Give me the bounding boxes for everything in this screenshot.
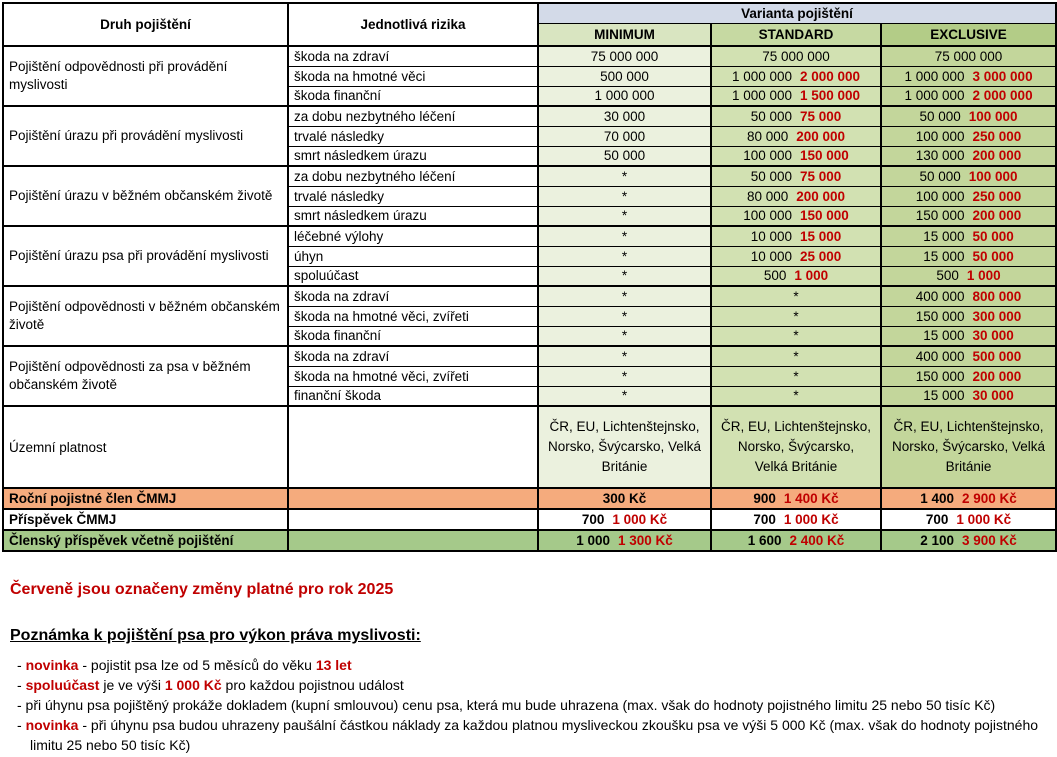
risk-cell: škoda na zdraví xyxy=(288,286,538,306)
value-current: 75 000 000 xyxy=(934,48,1003,64)
value-cell-exclusive xyxy=(881,226,1056,246)
summary-value-cell-exclusive xyxy=(881,488,1056,509)
value-cell-standard xyxy=(711,386,881,406)
value-cell-standard xyxy=(711,286,881,306)
column-header-jednotliva-rizika: Jednotlivá rizika xyxy=(288,3,538,46)
value-current: 1 000 000 xyxy=(904,88,965,104)
value-current: 500 xyxy=(763,268,787,284)
summary-row xyxy=(3,530,1056,551)
value-cell-standard xyxy=(711,306,881,326)
value-current: 100 000 xyxy=(743,148,792,164)
value-cell-exclusive xyxy=(881,186,1056,206)
value-cell-exclusive xyxy=(881,386,1056,406)
value-current: 150 000 xyxy=(915,368,965,384)
value-cell-minimum xyxy=(538,326,711,346)
value-new-2025: 1 000 Kč xyxy=(956,512,1012,527)
value-current: * xyxy=(621,308,628,324)
summary-row xyxy=(3,509,1056,530)
summary-empty-cell xyxy=(288,509,538,530)
summary-label-cell: Roční pojistné člen ČMMJ xyxy=(3,488,288,509)
value-new-2025: 2 400 Kč xyxy=(789,533,845,548)
value-cell-standard xyxy=(711,206,881,226)
value-current: * xyxy=(793,308,799,324)
value-current: 50 000 xyxy=(750,108,792,124)
value-current: * xyxy=(621,188,628,204)
value-new-2025: 200 000 xyxy=(972,208,1022,224)
summary-label-cell: Členský příspěvek včetně pojištění xyxy=(3,530,288,551)
value-cell-standard xyxy=(711,126,881,146)
value-current: 1 400 xyxy=(920,491,955,506)
risk-cell: smrt následkem úrazu xyxy=(288,206,538,226)
territory-cell-minimum: ČR, EU, Lichtenštejnsko, Norsko, Švýcarsko, Velká Británie xyxy=(538,406,711,488)
note-item: - spoluúčast je ve výši 1 000 Kč pro každou pojistnou událost xyxy=(17,677,404,693)
value-cell-exclusive xyxy=(881,66,1056,86)
value-cell-exclusive xyxy=(881,366,1056,386)
value-new-2025: 2 900 Kč xyxy=(962,491,1017,506)
territory-empty-cell xyxy=(288,406,538,488)
value-current: 900 xyxy=(753,491,776,506)
value-current: 500 000 xyxy=(600,68,649,84)
value-current: * xyxy=(621,248,628,264)
value-current: * xyxy=(793,328,799,344)
value-new-2025: 1 400 Kč xyxy=(783,491,839,506)
value-new-2025: 200 000 xyxy=(972,148,1022,164)
value-new-2025: 3 900 Kč xyxy=(962,533,1017,548)
summary-empty-cell xyxy=(288,488,538,509)
value-current: 400 000 xyxy=(915,288,965,304)
value-cell-standard xyxy=(711,366,881,386)
value-new-2025: 200 000 xyxy=(972,368,1022,384)
value-cell-minimum xyxy=(538,146,711,166)
value-current: * xyxy=(621,288,628,304)
value-cell-minimum xyxy=(538,66,711,86)
value-cell-exclusive xyxy=(881,246,1056,266)
table-row xyxy=(3,226,1056,246)
note-item: - novinka - pojistit psa lze od 5 měsíců do věku 13 let xyxy=(17,657,352,673)
summary-row xyxy=(3,488,1056,509)
risk-cell: škoda na zdraví xyxy=(288,346,538,366)
value-current: 75 000 000 xyxy=(762,48,830,64)
value-current: 1 000 000 xyxy=(904,68,965,84)
column-header-varianta-pojisteni: Varianta pojištění xyxy=(538,3,1056,23)
value-current: 300 Kč xyxy=(602,491,647,506)
value-cell-minimum xyxy=(538,126,711,146)
value-new-2025: 2 000 000 xyxy=(972,88,1033,104)
territory-cell-exclusive: ČR, EU, Lichtenštejnsko, Norsko, Švýcarsko, Velká Británie xyxy=(881,406,1056,488)
risk-cell: škoda na hmotné věci, zvířeti xyxy=(288,366,538,386)
value-cell-exclusive xyxy=(881,146,1056,166)
risk-cell: spoluúčast xyxy=(288,266,538,286)
value-current: * xyxy=(793,288,799,304)
value-current: 30 000 xyxy=(603,108,646,124)
insurance-table-body xyxy=(3,46,1056,551)
value-new-2025: 75 000 xyxy=(800,168,842,184)
value-new-2025: 30 000 xyxy=(972,388,1014,404)
insurance-type-cell: Pojištění odpovědnosti za psa v běžném občanském životě xyxy=(3,346,288,406)
value-current: 80 000 xyxy=(746,188,789,204)
value-current: * xyxy=(621,388,628,404)
value-new-2025: 800 000 xyxy=(972,288,1022,304)
value-current: 1 000 xyxy=(576,533,610,548)
value-current: 700 xyxy=(925,512,949,527)
value-cell-standard xyxy=(711,346,881,366)
value-cell-minimum xyxy=(538,86,711,106)
value-cell-minimum xyxy=(538,246,711,266)
value-new-2025: 15 000 xyxy=(800,228,842,244)
value-new-2025: 100 000 xyxy=(968,108,1018,124)
column-header-druh-pojisteni: Druh pojištění xyxy=(3,3,288,46)
value-new-2025: 3 000 000 xyxy=(972,68,1033,84)
value-cell-minimum xyxy=(538,266,711,286)
value-cell-exclusive xyxy=(881,46,1056,66)
summary-value-cell-exclusive xyxy=(881,530,1056,551)
table-row xyxy=(3,286,1056,306)
value-cell-minimum xyxy=(538,306,711,326)
value-cell-exclusive xyxy=(881,206,1056,226)
summary-label-cell: Příspěvek ČMMJ xyxy=(3,509,288,530)
value-cell-standard xyxy=(711,86,881,106)
value-current: * xyxy=(621,348,628,364)
value-current: 1 600 xyxy=(747,533,782,548)
dog-insurance-note-heading: Poznámka k pojištění psa pro výkon práva myslivosti: xyxy=(10,627,421,644)
table-row xyxy=(3,166,1056,186)
value-cell-standard xyxy=(711,66,881,86)
red-changes-heading: Červeně jsou označeny změny platné pro rok 2025 xyxy=(10,581,394,598)
value-current: * xyxy=(793,388,799,404)
value-current: 1 000 000 xyxy=(594,88,655,104)
column-header-standard: STANDARD xyxy=(711,23,881,46)
value-current: 75 000 000 xyxy=(590,48,659,64)
value-new-2025: 150 000 xyxy=(800,148,849,164)
value-current: 100 000 xyxy=(915,128,965,144)
risk-cell: za dobu nezbytného léčení xyxy=(288,106,538,126)
table-row xyxy=(3,106,1056,126)
value-new-2025: 200 000 xyxy=(796,128,846,144)
value-cell-standard xyxy=(711,226,881,246)
value-cell-minimum xyxy=(538,386,711,406)
value-current: * xyxy=(793,368,799,384)
summary-value-cell-exclusive xyxy=(881,509,1056,530)
value-current: 150 000 xyxy=(915,308,965,324)
value-cell-standard xyxy=(711,166,881,186)
value-current: * xyxy=(621,328,628,344)
value-cell-exclusive xyxy=(881,286,1056,306)
risk-cell: trvalé následky xyxy=(288,126,538,146)
column-header-exclusive: EXCLUSIVE xyxy=(881,23,1056,46)
summary-value-cell-minimum xyxy=(538,509,711,530)
territory-cell-standard: ČR, EU, Lichtenštejnsko, Norsko, Švýcarsko, Velká Británie xyxy=(711,406,881,488)
value-current: 1 000 000 xyxy=(731,68,792,84)
value-new-2025: 1 000 Kč xyxy=(783,512,839,527)
value-new-2025: 1 000 xyxy=(794,268,829,284)
value-new-2025: 250 000 xyxy=(972,188,1022,204)
value-cell-exclusive xyxy=(881,86,1056,106)
value-cell-exclusive xyxy=(881,126,1056,146)
value-current: 50 000 xyxy=(919,108,961,124)
value-cell-standard xyxy=(711,106,881,126)
note-item: - novinka - při úhynu psa budou uhrazeny paušální částkou náklady za každou platnou mysliveckou zkoušku psa ve výši 5 000 Kč (max. však do hodnoty pojistného limitu 25 nebo 50 tisíc Kč) xyxy=(17,717,1039,753)
summary-value-cell-standard xyxy=(711,488,881,509)
value-current: * xyxy=(793,348,799,364)
territory-label-cell: Územní platnost xyxy=(3,406,288,488)
value-current: 15 000 xyxy=(923,388,965,404)
value-cell-exclusive xyxy=(881,346,1056,366)
value-cell-standard xyxy=(711,266,881,286)
value-current: 70 000 xyxy=(603,128,646,144)
value-current: 15 000 xyxy=(923,228,965,244)
value-new-2025: 150 000 xyxy=(800,208,849,224)
value-current: 700 xyxy=(581,512,605,527)
summary-value-cell-standard xyxy=(711,530,881,551)
value-new-2025: 25 000 xyxy=(800,248,842,264)
value-cell-minimum xyxy=(538,346,711,366)
value-cell-exclusive xyxy=(881,266,1056,286)
value-current: 150 000 xyxy=(915,208,965,224)
value-current: 50 000 xyxy=(919,168,961,184)
insurance-type-cell: Pojištění odpovědnosti při provádění myslivosti xyxy=(3,46,288,106)
value-new-2025: 75 000 xyxy=(800,108,842,124)
value-current: 1 000 000 xyxy=(731,88,792,104)
risk-cell: škoda na hmotné věci, zvířeti xyxy=(288,306,538,326)
value-current: 50 000 xyxy=(603,148,646,164)
value-current: 15 000 xyxy=(923,248,965,264)
table-row xyxy=(3,346,1056,366)
value-cell-minimum xyxy=(538,186,711,206)
value-new-2025: 50 000 xyxy=(972,248,1014,264)
value-current: 10 000 xyxy=(750,228,792,244)
value-cell-minimum xyxy=(538,46,711,66)
notes-section xyxy=(2,581,1055,755)
value-new-2025: 500 000 xyxy=(972,348,1022,364)
value-cell-minimum xyxy=(538,366,711,386)
value-current: 130 000 xyxy=(915,148,965,164)
column-header-minimum: MINIMUM xyxy=(538,23,711,46)
value-current: 400 000 xyxy=(915,348,965,364)
note-list xyxy=(10,655,1047,755)
value-current: 500 xyxy=(936,268,959,284)
value-new-2025: 300 000 xyxy=(972,308,1022,324)
value-cell-exclusive xyxy=(881,106,1056,126)
risk-cell: úhyn xyxy=(288,246,538,266)
value-current: 2 100 xyxy=(920,533,955,548)
value-cell-exclusive xyxy=(881,326,1056,346)
table-row xyxy=(3,46,1056,66)
value-new-2025: 1 500 000 xyxy=(800,88,861,104)
risk-cell: léčebné výlohy xyxy=(288,226,538,246)
value-cell-standard xyxy=(711,186,881,206)
value-current: * xyxy=(621,208,628,224)
value-current: 100 000 xyxy=(915,188,965,204)
value-cell-standard xyxy=(711,146,881,166)
summary-value-cell-standard xyxy=(711,509,881,530)
value-new-2025: 200 000 xyxy=(796,188,846,204)
value-current: * xyxy=(621,228,628,244)
value-cell-standard xyxy=(711,246,881,266)
risk-cell: škoda finanční xyxy=(288,86,538,106)
value-current: 50 000 xyxy=(750,168,792,184)
value-current: * xyxy=(621,268,628,284)
territory-row xyxy=(3,406,1056,488)
risk-cell: finanční škoda xyxy=(288,386,538,406)
risk-cell: za dobu nezbytného léčení xyxy=(288,166,538,186)
value-current: 100 000 xyxy=(743,208,792,224)
insurance-table xyxy=(2,2,1057,552)
risk-cell: škoda na hmotné věci xyxy=(288,66,538,86)
value-current: * xyxy=(621,168,628,184)
value-new-2025: 2 000 000 xyxy=(800,68,861,84)
value-new-2025: 100 000 xyxy=(968,168,1018,184)
value-cell-exclusive xyxy=(881,166,1056,186)
risk-cell: škoda na zdraví xyxy=(288,46,538,66)
value-new-2025: 1 000 Kč xyxy=(612,512,668,527)
header-row-top xyxy=(3,3,1056,23)
summary-empty-cell xyxy=(288,530,538,551)
insurance-type-cell: Pojištění úrazu psa při provádění myslivosti xyxy=(3,226,288,286)
value-current: * xyxy=(621,368,628,384)
value-cell-minimum xyxy=(538,166,711,186)
value-current: 15 000 xyxy=(923,328,965,344)
value-new-2025: 1 000 xyxy=(966,268,1001,284)
value-cell-minimum xyxy=(538,286,711,306)
value-new-2025: 250 000 xyxy=(972,128,1022,144)
note-item: - při úhynu psa pojištěný prokáže dokladem (kupní smlouvou) cenu psa, která mu bude uhrazena (max. však do hodnoty pojistného limitu 25 nebo 50 tisíc Kč) xyxy=(17,697,996,713)
insurance-type-cell: Pojištění odpovědnosti v běžném občanském životě xyxy=(3,286,288,346)
value-cell-standard xyxy=(711,46,881,66)
value-cell-exclusive xyxy=(881,306,1056,326)
insurance-type-cell: Pojištění úrazu v běžném občanském životě xyxy=(3,166,288,226)
risk-cell: trvalé následky xyxy=(288,186,538,206)
risk-cell: škoda finanční xyxy=(288,326,538,346)
summary-value-cell-minimum xyxy=(538,530,711,551)
value-current: 80 000 xyxy=(746,128,789,144)
value-current: 700 xyxy=(753,512,776,527)
value-cell-minimum xyxy=(538,106,711,126)
value-new-2025: 30 000 xyxy=(972,328,1014,344)
value-current: 10 000 xyxy=(750,248,792,264)
value-cell-minimum xyxy=(538,226,711,246)
value-new-2025: 1 300 Kč xyxy=(618,533,673,548)
value-new-2025: 50 000 xyxy=(972,228,1014,244)
value-cell-standard xyxy=(711,326,881,346)
value-cell-minimum xyxy=(538,206,711,226)
risk-cell: smrt následkem úrazu xyxy=(288,146,538,166)
summary-value-cell-minimum xyxy=(538,488,711,509)
insurance-type-cell: Pojištění úrazu při provádění myslivosti xyxy=(3,106,288,166)
